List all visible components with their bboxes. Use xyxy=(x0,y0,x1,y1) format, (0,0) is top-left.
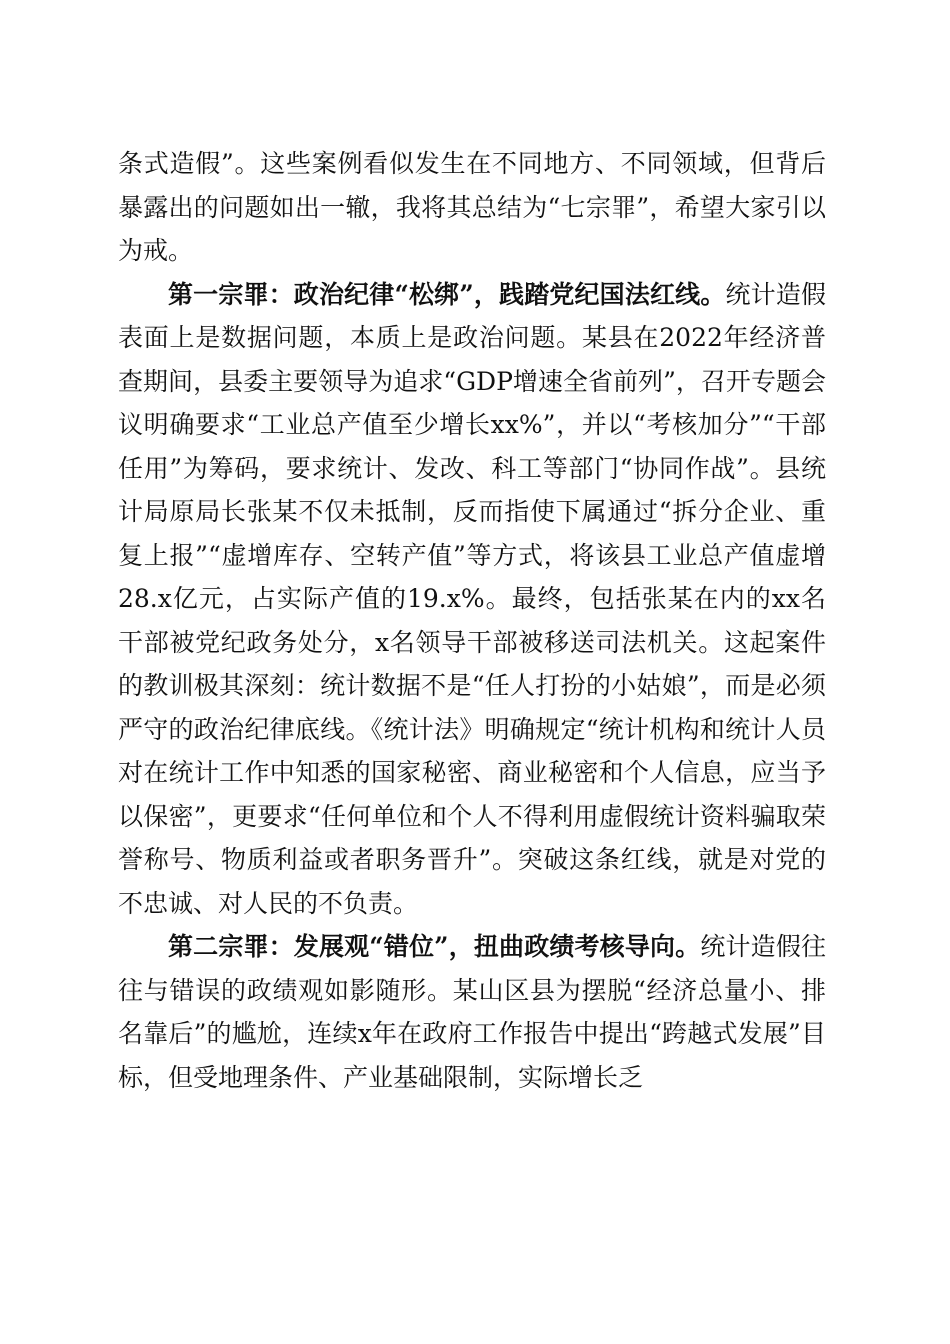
document-body xyxy=(118,142,826,1099)
paragraph-first-sin xyxy=(118,273,826,926)
paragraph-text: 统计造假表面上是数据问题，本质上是政治问题。某县在2022年经济普查期间，县委主要领导为追求“GDP增速全省前列”，召开专题会议明确要求“工业总产值至少增长xx%”，并以“考核加分”“干部任用”为筹码，要求统计、发改、科工等部门“协同作战”。县统计局原局长张某不仅未抵制，反而指使下属通过“拆分企业、重复上报”“虚增库存、空转产值”等方式，将该县工业总产值虚增28.x亿元，占实际产值的19.x%。最终，包括张某在内的xx名干部被党纪政务处分，x名领导干部被移送司法机关。这起案件的教训极其深刻：统计数据不是“任人打扮的小姑娘”，而是必须严守的政治纪律底线。《统计法》明确规定“统计机构和统计人员对在统计工作中知悉的国家秘密、商业秘密和个人信息，应当予以保密”，更要求“任何单位和个人不得利用虚假统计资料骗取荣誉称号、物质利益或者职务晋升”。突破这条红线，就是对党的不忠诚、对人民的不负责。 xyxy=(118,279,826,918)
paragraph-intro-continuation xyxy=(118,142,826,273)
paragraph-text: 统计造假往往与错误的政绩观如影随形。某山区县为摆脱“经济总量小、排名靠后”的尴尬，连续x年在政府工作报告中提出“跨越式发展”目标，但受地理条件、产业基础限制，实际增长乏 xyxy=(118,932,826,1092)
paragraph-text: 条式造假”。这些案例看似发生在不同地方、不同领域，但背后暴露出的问题如出一辙，我将其总结为“七宗罪”，希望大家引以为戒。 xyxy=(118,149,826,265)
paragraph-heading-first-sin: 第一宗罪：政治纪律“松绑”，践踏党纪国法红线。 xyxy=(168,279,726,309)
paragraph-second-sin xyxy=(118,925,826,1099)
paragraph-heading-second-sin: 第二宗罪：发展观“错位”，扭曲政绩考核导向。 xyxy=(168,932,701,961)
